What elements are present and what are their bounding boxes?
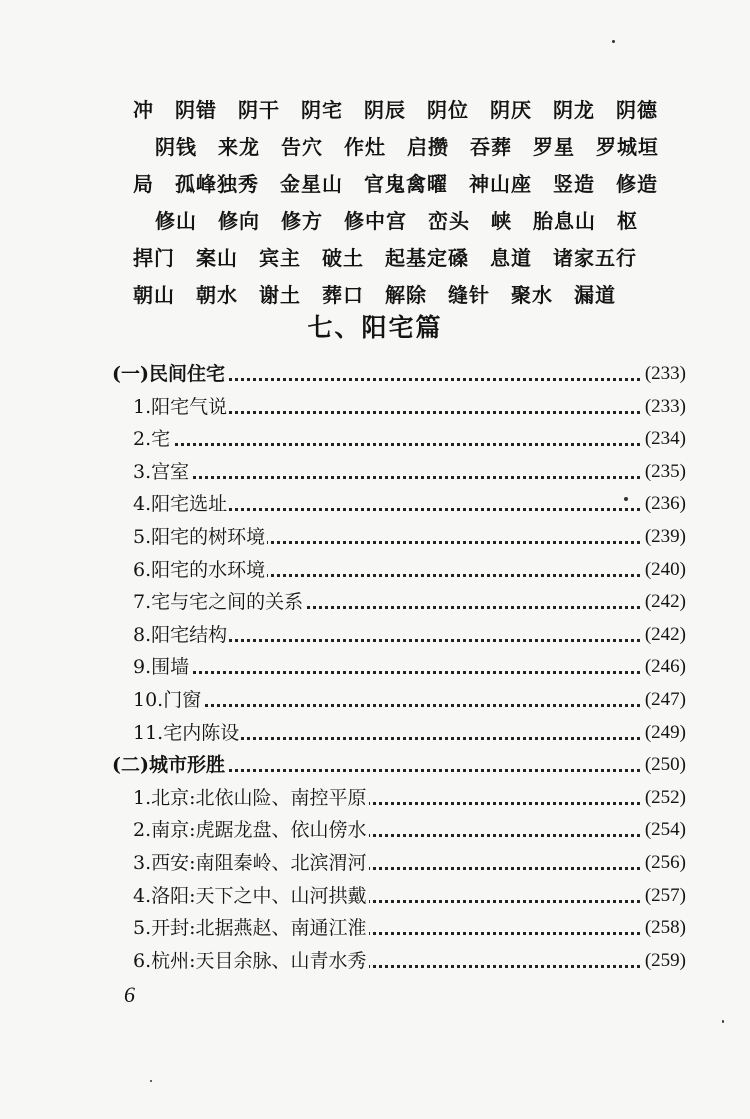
- glossary-term: 来龙: [218, 135, 260, 159]
- glossary-term: 阴辰: [364, 98, 406, 122]
- toc-entry-title: 8.阳宅结构: [133, 619, 229, 652]
- toc-entry-title: 6.杭州:天目余脉、山青水秀: [133, 945, 369, 978]
- toc-page-number: (235): [641, 456, 686, 489]
- glossary-term: 案山: [196, 246, 238, 270]
- toc-entry: [0, 391, 750, 424]
- print-speck: [612, 40, 615, 43]
- toc-entry-title: 9.围墙: [133, 651, 191, 684]
- glossary-term: 朝山: [133, 283, 175, 307]
- glossary-term: 阴德: [616, 98, 658, 122]
- glossary-row: [0, 92, 750, 129]
- toc-section-entry: [0, 358, 750, 391]
- toc-page-number: (239): [641, 521, 686, 554]
- print-speck: [722, 1020, 724, 1023]
- glossary-term: 峦头: [428, 209, 470, 233]
- toc-page-number: (258): [641, 912, 686, 945]
- toc-page-number: (259): [641, 945, 686, 978]
- glossary-term: 漏道: [574, 283, 616, 307]
- dot-leader: [140, 443, 658, 446]
- glossary-term: 阴错: [175, 98, 217, 122]
- toc-entry: [0, 912, 750, 945]
- toc-page-number: (233): [641, 358, 686, 391]
- toc-entry: [0, 488, 750, 521]
- section-title: 七、阳宅篇: [307, 313, 443, 342]
- toc-entry-title: 1.北京:北依山险、南控平原: [133, 782, 369, 815]
- toc-section-entry: [0, 749, 750, 782]
- glossary-term: 葬口: [322, 283, 364, 307]
- toc-page-number: (249): [641, 717, 686, 750]
- glossary-row: [0, 166, 750, 203]
- toc-page-number: (256): [641, 847, 686, 880]
- glossary-term: 修山: [155, 209, 197, 233]
- toc-entry: [0, 456, 750, 489]
- toc-entry-title: 3.西安:南阻秦岭、北滨渭河: [133, 847, 369, 880]
- toc-entry: [0, 554, 750, 587]
- toc-page-number: (254): [641, 814, 686, 847]
- glossary-term: 阴宅: [301, 98, 343, 122]
- dot-leader: [140, 671, 658, 674]
- toc-entry: [0, 586, 750, 619]
- glossary-term: 朝水: [196, 283, 238, 307]
- toc-entry-title: 3.宫室: [133, 456, 191, 489]
- glossary-term: 金星山: [280, 172, 343, 196]
- glossary-term: 冲: [133, 98, 154, 122]
- glossary-term: 官鬼禽曜: [364, 172, 448, 196]
- glossary-term: 起基定磉: [385, 246, 469, 270]
- glossary-term: 孤峰独秀: [175, 172, 259, 196]
- toc-page-number: (233): [641, 391, 686, 424]
- glossary-term: 破土: [322, 246, 364, 270]
- toc-entry-title: 7.宅与宅之间的关系: [133, 586, 305, 619]
- glossary-row: [0, 240, 750, 277]
- toc-entry: [0, 814, 750, 847]
- toc-entry-title: (一)民间住宅: [112, 358, 227, 391]
- glossary-term-list: [0, 92, 750, 314]
- glossary-term: 诸家五行: [553, 246, 637, 270]
- glossary-term: 聚水: [511, 283, 553, 307]
- glossary-term: 解除: [385, 283, 427, 307]
- toc-entry-title: 4.阳宅选址: [133, 488, 229, 521]
- toc-page-number: (242): [641, 619, 686, 652]
- glossary-term: 修造: [616, 172, 658, 196]
- toc-entry-title: 1.阳宅气说: [133, 391, 229, 424]
- glossary-term: 竖造: [553, 172, 595, 196]
- toc-page-number: (247): [641, 684, 686, 717]
- toc-entry: [0, 945, 750, 978]
- glossary-term: 捍门: [133, 246, 175, 270]
- glossary-term: 阴厌: [490, 98, 532, 122]
- toc-page-number: (234): [641, 423, 686, 456]
- glossary-term: 阴干: [238, 98, 280, 122]
- glossary-row: [0, 203, 750, 240]
- glossary-term: 阴龙: [553, 98, 595, 122]
- glossary-term: 谢土: [259, 283, 301, 307]
- glossary-row: [0, 129, 750, 166]
- glossary-term: 峡: [491, 209, 512, 233]
- toc-entry-title: 2.南京:虎踞龙盘、依山傍水: [133, 814, 369, 847]
- toc-entry: [0, 423, 750, 456]
- glossary-term: 神山座: [469, 172, 532, 196]
- glossary-term: 启攒: [407, 135, 449, 159]
- toc-entry: [0, 880, 750, 913]
- glossary-term: 阴钱: [155, 135, 197, 159]
- glossary-term: 修方: [281, 209, 323, 233]
- toc-entry-title: 2.宅: [133, 423, 172, 456]
- toc-page-number: (240): [641, 554, 686, 587]
- glossary-term: 告穴: [281, 135, 323, 159]
- glossary-term: 罗星: [533, 135, 575, 159]
- print-speck: [150, 1080, 152, 1082]
- glossary-term: 息道: [490, 246, 532, 270]
- page-number: 6: [124, 982, 135, 1007]
- glossary-term: 胎息山: [533, 209, 596, 233]
- table-of-contents: [0, 358, 750, 977]
- toc-entry: [0, 619, 750, 652]
- toc-page-number: (252): [641, 782, 686, 815]
- dot-leader: [140, 704, 658, 707]
- glossary-term: 缝针: [448, 283, 490, 307]
- dot-leader: [140, 476, 658, 479]
- toc-entry-title: (二)城市形胜: [112, 749, 227, 782]
- toc-page-number: (250): [641, 749, 686, 782]
- toc-entry: [0, 717, 750, 750]
- toc-entry-title: 4.洛阳:天下之中、山河拱戴: [133, 880, 369, 913]
- toc-page-number: (246): [641, 651, 686, 684]
- toc-entry-title: 5.阳宅的树环境: [133, 521, 267, 554]
- glossary-term: 作灶: [344, 135, 386, 159]
- glossary-term: 阴位: [427, 98, 469, 122]
- glossary-term: 宾主: [259, 246, 301, 270]
- toc-entry-title: 10.门窗: [133, 684, 203, 717]
- toc-page-number: (236): [641, 488, 686, 521]
- glossary-term: 修向: [218, 209, 260, 233]
- toc-entry: [0, 651, 750, 684]
- toc-entry: [0, 521, 750, 554]
- toc-entry: [0, 847, 750, 880]
- glossary-term: 罗城垣: [596, 135, 659, 159]
- toc-entry-title: 11.宅内陈设: [133, 717, 241, 750]
- toc-entry: [0, 782, 750, 815]
- print-speck: [624, 497, 628, 501]
- toc-entry-title: 6.阳宅的水环境: [133, 554, 267, 587]
- glossary-term: 修中宫: [344, 209, 407, 233]
- toc-page-number: (242): [641, 586, 686, 619]
- toc-entry: [0, 684, 750, 717]
- glossary-term: 局: [133, 172, 154, 196]
- glossary-term: 枢: [617, 209, 638, 233]
- toc-entry-title: 5.开封:北据燕赵、南通江淮: [133, 912, 369, 945]
- glossary-term: 吞葬: [470, 135, 512, 159]
- toc-page-number: (257): [641, 880, 686, 913]
